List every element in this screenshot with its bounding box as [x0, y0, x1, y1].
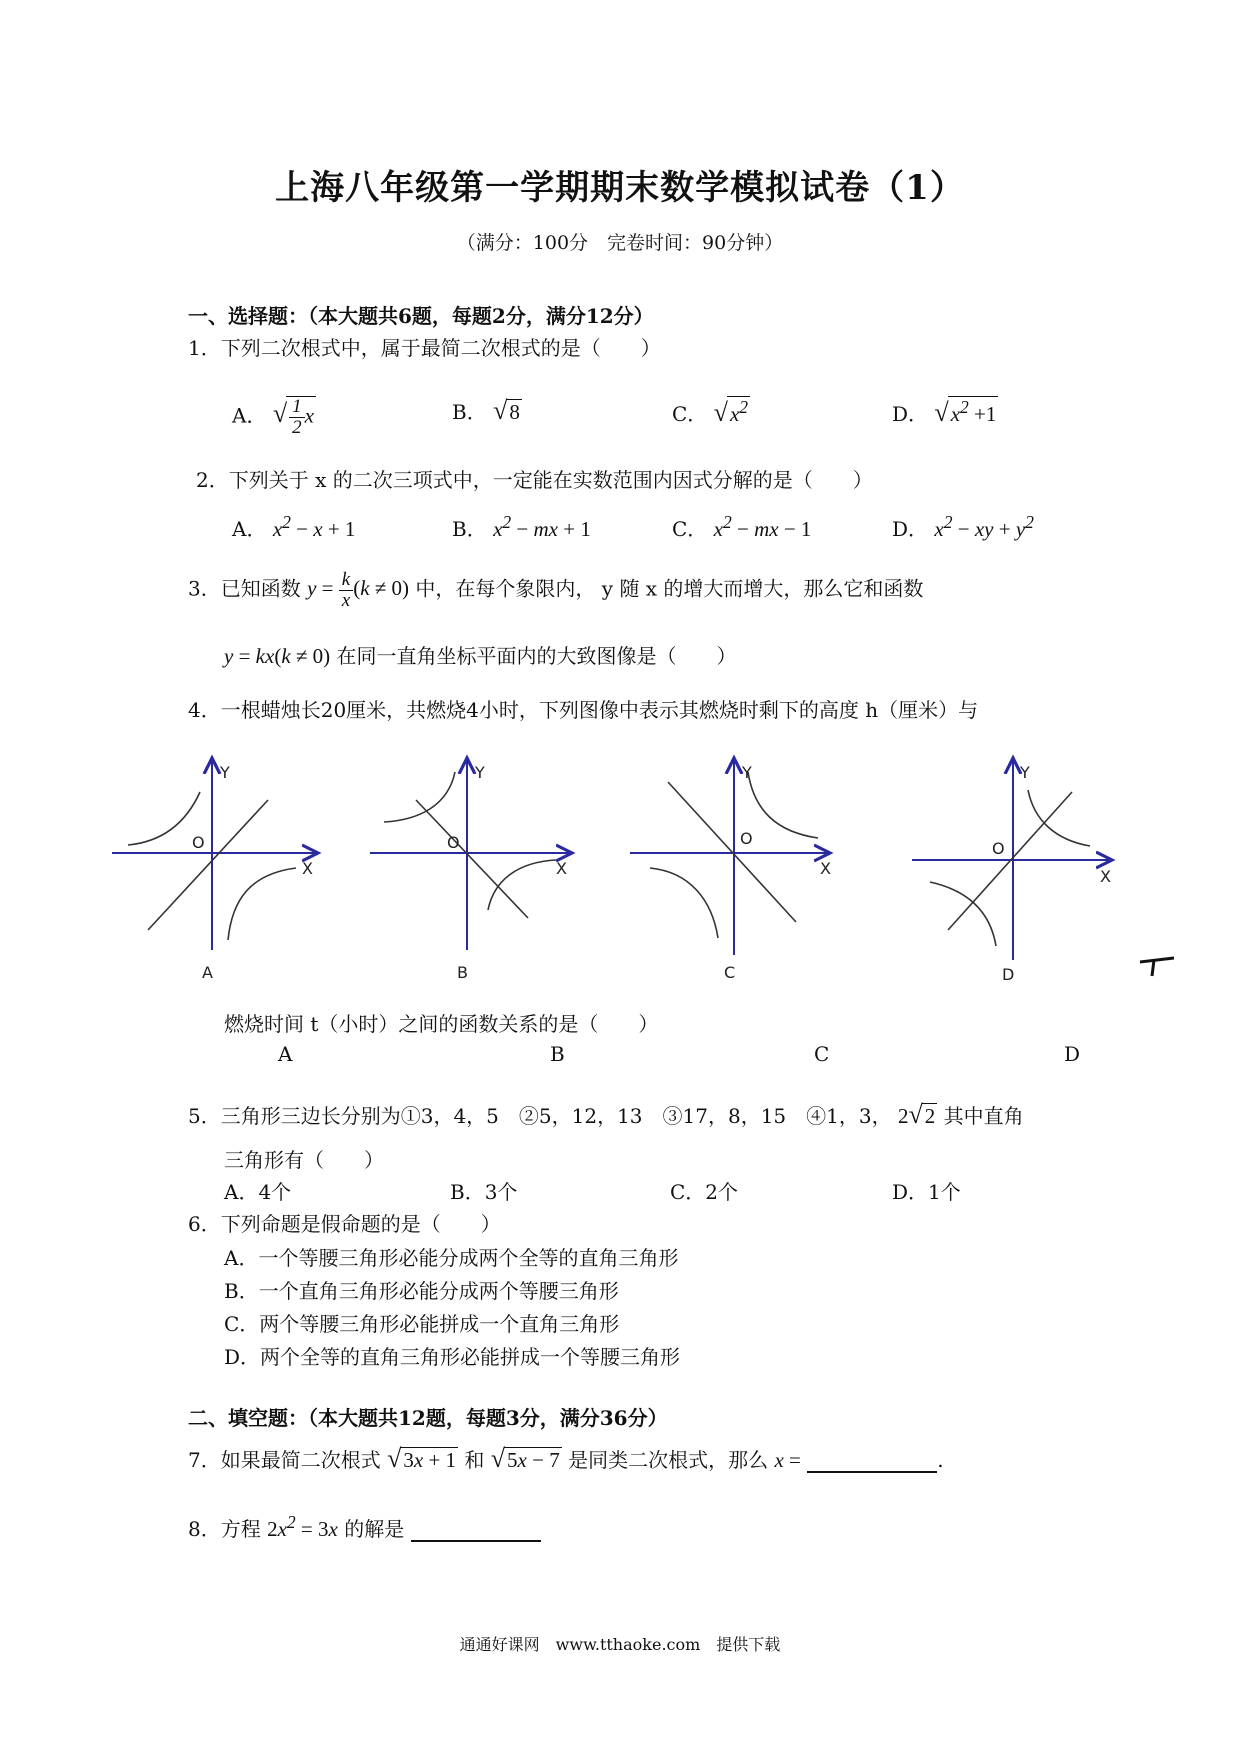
q7-line	[188, 1444, 944, 1473]
q2-option-b-label: B．	[452, 517, 487, 541]
graph-a-curve-q2	[128, 792, 200, 845]
q5-radical: 2√2	[897, 1100, 936, 1129]
q4-choice-c: C	[814, 1042, 830, 1066]
q6-option-c: C．两个等腰三角形必能拼成一个直角三角形	[224, 1312, 620, 1336]
graph-a-curve-q4	[228, 868, 296, 940]
graph-b-origin: O	[447, 833, 460, 852]
graph-d-y-label: Y	[1020, 763, 1030, 782]
q3-line1	[188, 570, 923, 611]
q2-stem: 2．下列关于 x 的二次三项式中，一定能在实数范围内因式分解的是（ ）	[196, 468, 873, 492]
answer-graphs	[0, 750, 1240, 990]
graph-b-x-label: X	[556, 859, 567, 878]
q5-option-b: B．3个	[450, 1180, 518, 1204]
q1-option-a-formula: √ $\frac{1}{2}$ x	[272, 396, 314, 438]
page-subtitle: （满分：100分 完卷时间：90分钟）	[456, 232, 784, 254]
graph-d-x-label: X	[1100, 867, 1111, 886]
q3-line1-text-a: 3．已知函数	[188, 576, 301, 601]
q2-option-a-formula: $x^2 - x + 1$	[272, 512, 356, 541]
q4-choice-b: B	[550, 1042, 565, 1066]
graph-a-line	[148, 800, 268, 930]
q4-line1: 4．一根蜡烛长20厘米，共燃烧4小时，下列图像中表示其燃烧时剩下的高度 h（厘米）与	[188, 698, 979, 722]
q1-option-b-formula: √8	[493, 396, 520, 425]
graph-b-curve-q2	[384, 772, 455, 822]
q5-option-a: A．4个	[224, 1180, 292, 1204]
graph-c-curve-q1	[748, 772, 818, 838]
q5-option-d: D．1个	[892, 1180, 961, 1204]
q4-choice-a: A	[278, 1042, 293, 1066]
graph-a-x-label: X	[302, 859, 313, 878]
q2-option-a	[232, 512, 355, 542]
q3-line1-text-c: y 随 x 的增大而增大，那么它和函数	[601, 576, 924, 601]
graph-c-origin: O	[740, 829, 753, 848]
q3-function-inverse: y = $\frac{k}{x}$ (k ≠ 0)	[307, 569, 410, 611]
q1-option-b	[452, 396, 522, 425]
q2-option-b-formula: $x^2$ − mx + 1	[493, 512, 591, 541]
q7-text-a: 7．如果最简二次根式	[188, 1448, 381, 1472]
q1-option-a	[232, 396, 316, 438]
q8-text-a: 8．方程	[188, 1517, 261, 1541]
graph-c-curve-q3	[650, 868, 718, 938]
q2-option-c-label: C．	[672, 517, 708, 541]
q7-radical-1: √3x + 1	[387, 1444, 457, 1473]
q1-stem: 1．下列二次根式中，属于最简二次根式的是（ ）	[188, 336, 661, 360]
q6-stem: 6．下列命题是假命题的是（ ）	[188, 1212, 501, 1236]
q1-option-d-formula: $√x^2 +1$	[934, 397, 997, 427]
q6-option-a: A．一个等腰三角形必能分成两个全等的直角三角形	[224, 1246, 679, 1270]
q7-answer-blank[interactable]	[807, 1449, 937, 1473]
graph-c-x-label: X	[820, 859, 831, 878]
q8-line	[188, 1512, 541, 1542]
q1-option-c-label: C．	[672, 402, 708, 426]
graph-b-label: B	[457, 963, 468, 982]
q5-line1-end: 其中直角	[943, 1104, 1024, 1128]
page-footer: 通通好课网 www.tthaoke.com 提供下载	[459, 1635, 781, 1654]
graph-d-curve-q1	[1028, 790, 1090, 846]
q7-text-c: 是同类二次根式，那么	[568, 1448, 769, 1472]
q7-text-b: 和	[464, 1448, 485, 1472]
graph-b-curve-q4	[488, 860, 556, 910]
q2-option-d-label: D．	[892, 517, 929, 541]
q5-option-c: C．2个	[670, 1180, 739, 1204]
q3-function-linear: y = kx(k ≠ 0)	[224, 644, 331, 668]
page-title: 上海八年级第一学期期末数学模拟试卷（1）	[275, 168, 965, 208]
q7-radical-2: √5x − 7	[490, 1444, 560, 1473]
q8-answer-blank[interactable]	[411, 1518, 541, 1542]
q1-option-d-label: D．	[892, 402, 929, 426]
q1-option-d	[892, 396, 998, 427]
q2-option-a-label: A．	[232, 517, 267, 541]
q2-option-c	[672, 512, 811, 542]
q4-line2: 燃烧时间 t（小时）之间的函数关系的是（ ）	[224, 1012, 659, 1036]
section1-heading: 一、选择题：（本大题共6题，每题2分，满分12分）	[188, 304, 654, 328]
graph-a-y-label: Y	[220, 763, 230, 782]
graph-a-label: A	[202, 963, 213, 982]
graph-d-label: D	[1002, 965, 1015, 984]
q2-option-d	[892, 512, 1034, 542]
section2-heading: 二、填空题：（本大题共12题，每题3分，满分36分）	[188, 1406, 668, 1430]
q1-option-a-label: A．	[232, 403, 267, 428]
q1-option-b-label: B．	[452, 400, 487, 424]
graph-c-y-label: Y	[742, 763, 752, 782]
graph-b	[370, 758, 572, 982]
q3-line1-text-b: 中，在每个象限内，	[415, 576, 596, 601]
graph-d	[912, 758, 1112, 984]
q7-text-d: .	[937, 1448, 944, 1472]
q3-line2	[224, 640, 737, 669]
graph-a	[112, 758, 318, 982]
q5-line1-text: 5．三角形三边长分别为①3，4，5 ②5，12，13 ③17，8，15 ④1，3，	[188, 1104, 892, 1128]
graph-b-line	[416, 800, 528, 918]
q1-option-c	[672, 396, 750, 427]
graph-c-label: C	[724, 963, 736, 982]
stray-mark	[1138, 950, 1178, 980]
q6-option-d: D．两个全等的直角三角形必能拼成一个等腰三角形	[224, 1345, 681, 1369]
q8-equation: $2x^2 = 3x$	[267, 1512, 338, 1541]
q7-variable: x =	[774, 1448, 801, 1472]
graph-a-origin: O	[192, 833, 205, 852]
q5-line1	[188, 1100, 1024, 1129]
q2-option-c-formula: $x^2$ − mx − 1	[713, 512, 812, 541]
stray-mark-path	[1140, 958, 1174, 976]
q6-option-b: B．一个直角三角形必能分成两个等腰三角形	[224, 1279, 619, 1303]
graph-c	[630, 758, 831, 982]
q2-option-b	[452, 512, 591, 542]
q2-option-d-formula: $x^2$ − xy + $y^2$	[934, 512, 1034, 541]
graph-b-y-label: Y	[475, 763, 485, 782]
q4-choice-d: D	[1064, 1042, 1081, 1066]
q1-option-c-formula: $√x^2$	[713, 397, 749, 427]
q3-line2-text: 在同一直角坐标平面内的大致图像是（ ）	[336, 644, 737, 668]
graph-d-origin: O	[992, 839, 1005, 858]
q8-text-b: 的解是	[344, 1517, 405, 1541]
q5-line2: 三角形有（ ）	[224, 1148, 384, 1172]
